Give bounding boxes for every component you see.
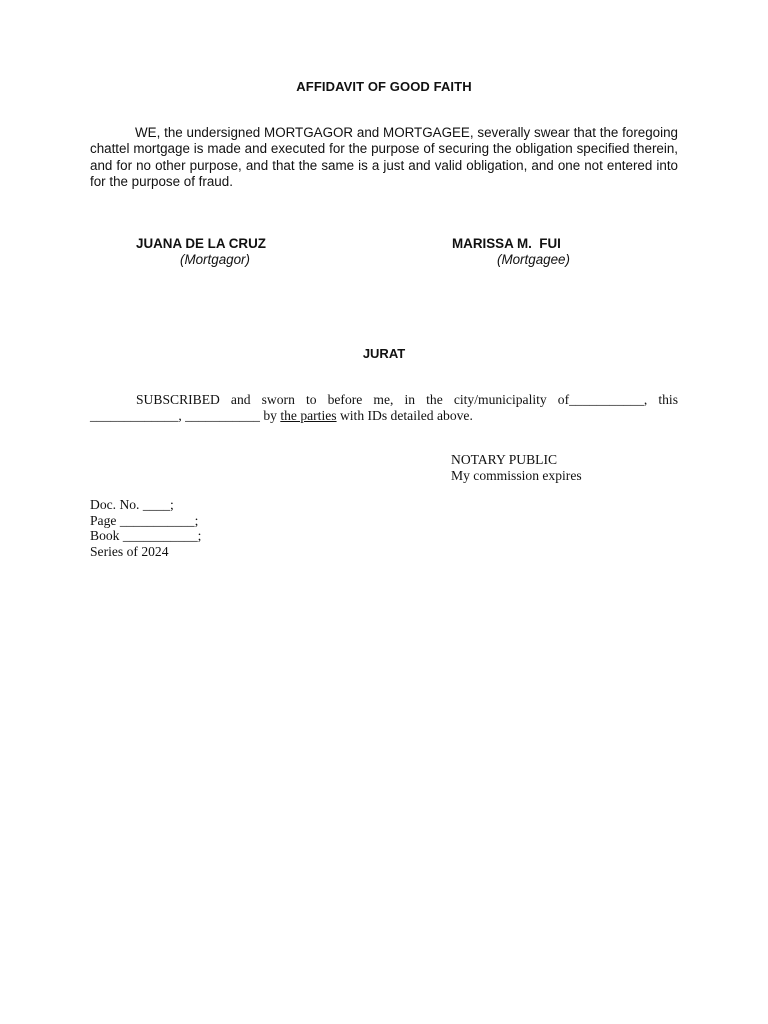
book-number: Book ___________; xyxy=(90,528,202,543)
jurat-parties-underlined: the parties xyxy=(280,407,337,423)
mortgagor-signature-block xyxy=(136,236,266,267)
mortgagee-name: MARISSA M. FUI xyxy=(452,236,561,251)
jurat-title: JURAT xyxy=(362,346,406,361)
notary-title: NOTARY PUBLIC xyxy=(451,452,558,467)
series-year: Series of 2024 xyxy=(90,543,169,559)
jurat-text-before: SUBSCRIBED and sworn to before me, in the city/municipality of___________, this _____________, ___________ by xyxy=(90,392,678,423)
document-title: AFFIDAVIT OF GOOD FAITH xyxy=(296,79,472,94)
intro-paragraph: WE, the undersigned MORTGAGOR and MORTGAGEE, severally swear that the foregoing chattel mortgage is made and executed for the purpose of securing the obligation specified therein, and for no other purpose, and that the same is a just and valid obligation, and one not entered into for the purpose of fraud. xyxy=(90,125,678,190)
jurat-paragraph xyxy=(90,392,678,423)
mortgagor-role: (Mortgagor) xyxy=(180,252,250,267)
notary-commission: My commission expires xyxy=(451,467,582,483)
doc-record-block xyxy=(90,497,201,559)
notary-block xyxy=(451,452,582,483)
mortgagee-role: (Mortgagee) xyxy=(497,252,570,267)
jurat-text-after: with IDs detailed above. xyxy=(336,407,473,423)
page-number: Page ___________; xyxy=(90,512,199,528)
mortgagee-signature-block xyxy=(452,236,570,267)
doc-number: Doc. No. ____; xyxy=(90,497,174,512)
mortgagor-name: JUANA DE LA CRUZ xyxy=(136,236,266,251)
